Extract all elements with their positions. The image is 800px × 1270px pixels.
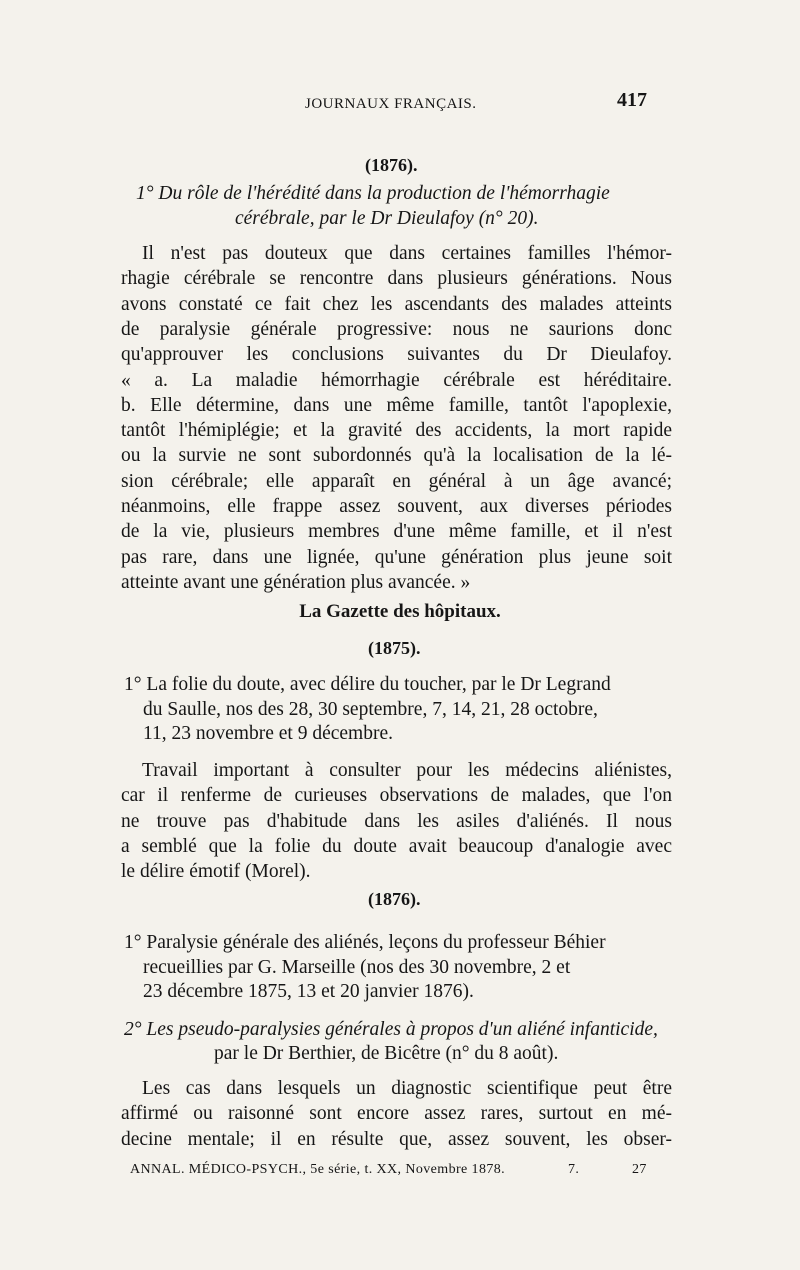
year-heading-1876: (1876). (365, 155, 418, 175)
text-line: a semblé que la folie du doute avait beaucoup d'analogie avec (121, 835, 672, 857)
article-3-title-line-2: recueillies par G. Marseille (nos des 30 novembre, 2 et (143, 957, 571, 978)
article-2-title-line-3: 11, 23 novembre et 9 décembre. (143, 723, 393, 744)
text-line: le délire émotif (Morel). (121, 861, 311, 883)
text-line: Travail important à consulter pour les médecins aliénistes, (142, 760, 672, 781)
text-line: rhagie cérébrale se rencontre dans plusieurs générations. Nous (121, 268, 672, 290)
text-line: car il renferme de curieuses observations de malades, que l'on (121, 785, 672, 807)
article-3-title-line-1: 1° Paralysie générale des aliénés, leçons du professeur Béhier (124, 932, 606, 953)
page-number: 417 (617, 89, 647, 111)
text-line: tantôt l'hémiplégie; et la gravité des accidents, la mort rapide (121, 420, 672, 442)
text-line: b. Elle détermine, dans une même famille, tantôt l'apoplexie, (121, 394, 672, 416)
text-line: decine mentale; il en résulte que, assez souvent, les obser- (121, 1128, 672, 1150)
footer-signature-line: ANNAL. MÉDICO-PSYCH., 5e série, t. XX, Novembre 1878. (130, 1162, 506, 1177)
year-heading-1876-b: (1876). (368, 889, 421, 909)
text-line: affirmé ou raisonné sont encore assez rares, surtout en mé- (121, 1103, 672, 1125)
text-line: avons constaté ce fait chez les ascendants des malades atteints (121, 293, 672, 315)
text-line: ou la survie ne sont subordonnés qu'à la localisation de la lé- (121, 445, 672, 467)
text-line: néanmoins, elle frappe assez souvent, aux diverses périodes (121, 496, 672, 517)
text-line: « a. La maladie hémorrhagie cérébrale est héréditaire. (121, 369, 672, 391)
text-line: Il n'est pas douteux que dans certaines familles l'hémor- (142, 243, 672, 264)
text-line: de paralysie générale progressive: nous ne saurions donc (121, 318, 672, 340)
text-line: ne trouve pas d'habitude dans les asiles d'aliénés. Il nous (121, 810, 672, 832)
article-2-title-line-1: 1° La folie du doute, avec délire du toucher, par le Dr Legrand (124, 674, 611, 695)
article-2-title-line-2: du Saulle, nos des 28, 30 septembre, 7, 14, 21, 28 octobre, (143, 699, 598, 720)
text-line: atteinte avant une génération plus avancée. » (121, 571, 471, 593)
text-line: pas rare, dans une lignée, qu'une génération plus jeune soit (121, 546, 672, 568)
section-title-gazette: La Gazette des hôpitaux. (299, 601, 501, 622)
article-4-title-line-1: 2° Les pseudo-paralysies générales à propos d'un aliéné infanticide, (124, 1019, 658, 1040)
article-1-title-line-1: 1° Du rôle de l'hérédité dans la production de l'hémorrhagie (136, 183, 610, 204)
article-3-title-line-3: 23 décembre 1875, 13 et 20 janvier 1876). (143, 981, 474, 1002)
year-heading-1875: (1875). (368, 638, 421, 658)
footer-signature-mark: 7. (568, 1162, 580, 1177)
running-header: JOURNAUX FRANÇAIS. (305, 96, 477, 112)
text-line: de la vie, plusieurs membres d'une même famille, et il n'est (121, 521, 672, 543)
text-line: sion cérébrale; elle apparaît en général à un âge avancé; (121, 470, 672, 492)
article-1-title-line-2: cérébrale, par le Dr Dieulafoy (n° 20). (235, 208, 539, 229)
footer-sheet-number: 27 (632, 1162, 647, 1177)
text-line: qu'approuver les conclusions suivantes du Dr Dieulafoy. (121, 344, 672, 366)
article-4-title-line-2: par le Dr Berthier, de Bicêtre (n° du 8 août). (214, 1043, 559, 1064)
text-line: Les cas dans lesquels un diagnostic scientifique peut être (142, 1078, 672, 1099)
